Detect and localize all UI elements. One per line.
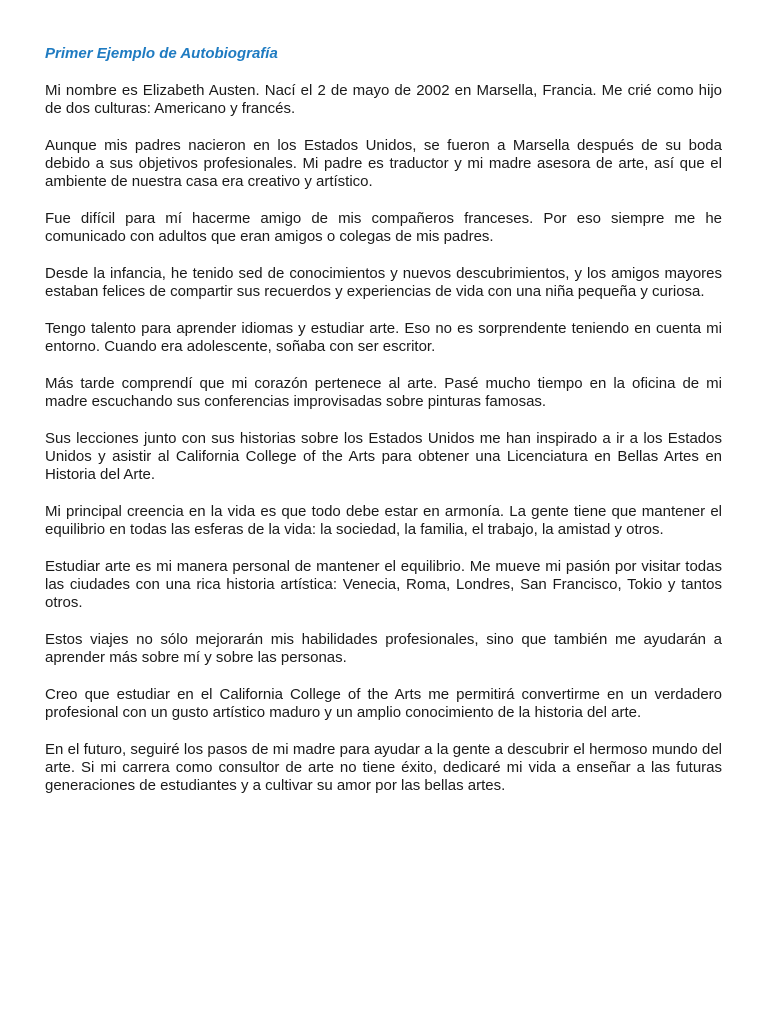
paragraph: Más tarde comprendí que mi corazón pertenece al arte. Pasé mucho tiempo en la oficina de mi madre escuchando sus conferencias improvisadas sobre pinturas famosas.	[45, 375, 722, 410]
paragraph: Sus lecciones junto con sus historias sobre los Estados Unidos me han inspirado a ir a los Estados Unidos y asistir al California College of the Arts para obtener una Licenciatura en Bellas Artes en Historia del Arte.	[45, 430, 722, 483]
paragraph: Mi principal creencia en la vida es que todo debe estar en armonía. La gente tiene que mantener el equilibrio en todas las esferas de la vida: la sociedad, la familia, el trabajo, la amistad y otros.	[45, 503, 722, 538]
document-title: Primer Ejemplo de Autobiografía	[45, 45, 278, 62]
paragraph: Tengo talento para aprender idiomas y estudiar arte. Eso no es sorprendente teniendo en cuenta mi entorno. Cuando era adolescente, soñaba con ser escritor.	[45, 320, 722, 355]
paragraph: Desde la infancia, he tenido sed de conocimientos y nuevos descubrimientos, y los amigos mayores estaban felices de compartir sus recuerdos y experiencias de vida con una niña pequeña y curiosa.	[45, 265, 722, 300]
paragraph: Aunque mis padres nacieron en los Estados Unidos, se fueron a Marsella después de su boda debido a sus objetivos profesionales. Mi padre es traductor y mi madre asesora de arte, así que el ambiente de nuestra casa era creativo y artístico.	[45, 137, 722, 190]
document-page	[45, 45, 722, 795]
paragraph: Fue difícil para mí hacerme amigo de mis compañeros franceses. Por eso siempre me he comunicado con adultos que eran amigos o colegas de mis padres.	[45, 210, 722, 245]
paragraph: Creo que estudiar en el California College of the Arts me permitirá convertirme en un verdadero profesional con un gusto artístico maduro y un amplio conocimiento de la historia del arte.	[45, 686, 722, 721]
paragraph: Estos viajes no sólo mejorarán mis habilidades profesionales, sino que también me ayudarán a aprender más sobre mí y sobre las personas.	[45, 631, 722, 666]
paragraph: Mi nombre es Elizabeth Austen. Nací el 2 de mayo de 2002 en Marsella, Francia. Me crié como hijo de dos culturas: Americano y francés.	[45, 82, 722, 117]
paragraph: Estudiar arte es mi manera personal de mantener el equilibrio. Me mueve mi pasión por visitar todas las ciudades con una rica historia artística: Venecia, Roma, Londres, San Francisco, Tokio y tantos otros.	[45, 558, 722, 611]
paragraph: En el futuro, seguiré los pasos de mi madre para ayudar a la gente a descubrir el hermoso mundo del arte. Si mi carrera como consultor de arte no tiene éxito, dedicaré mi vida a enseñar a las futuras generaciones de estudiantes y a cultivar su amor por las bellas artes.	[45, 741, 722, 794]
